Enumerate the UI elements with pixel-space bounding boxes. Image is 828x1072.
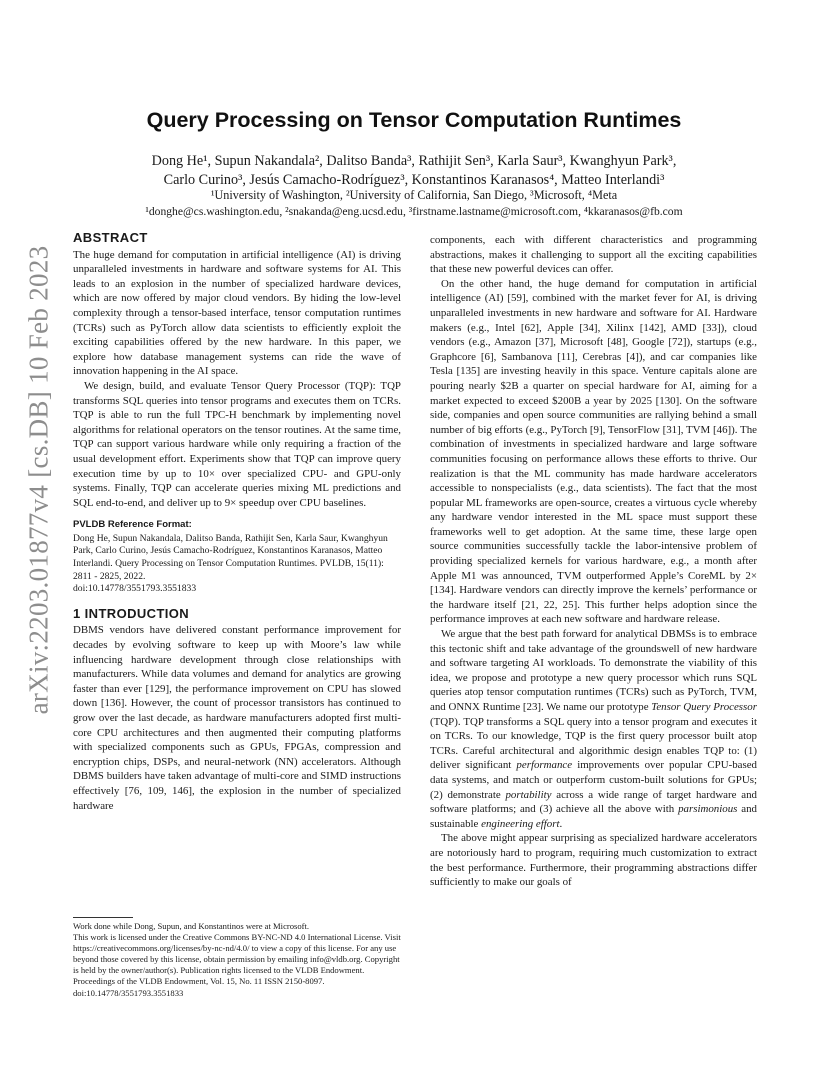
abstract-heading: ABSTRACT — [73, 230, 148, 245]
footnote-rule — [73, 917, 133, 918]
right-paragraph-4: The above might appear surprising as specialized hardware accelerators are notoriously hard to program, requiring much customization to extract the best performance. Furthermore, their programming abstractions differ sufficiently to make our goals of — [430, 832, 757, 889]
arxiv-identifier: arXiv:2203.01877v4 [cs.DB] 10 Feb 2023 — [23, 245, 54, 715]
footnote-proceedings: Proceedings of the VLDB Endowment, Vol. 15, No. 11 ISSN 2150-8097. — [73, 976, 325, 987]
affiliations: ¹University of Washington, ²University of California, San Diego, ³Microsoft, ⁴Meta — [210, 188, 618, 202]
authors-line-2: Carlo Curino³, Jesús Camacho-Rodríguez³, Konstantinos Karanasos⁴, Matteo Interlandi³ — [163, 172, 665, 188]
right-paragraph-2: On the other hand, the huge demand for computation in artificial intelligence (AI) [59], combined with the market fever for AI, is driving unparalleled investments in new hardware and software for AI. Hardware makers (e.g., Intel [62], Apple [34], Xilinx [142], AMD [33]), cloud vendors (e.g., Amazon [37], Microsoft [48], Google [72]), startups (e.g., Graphcore [6], Sambanova [11], Cerebras [4]), and car companies like Tesla [135] are investing heavily in this space. Venture capitals alone are pouring nearly $2B a quarter on special hardware for AI, aiming for a market expected to exceed $200B a year by 2025 [130]. On the software side, companies and open source communities are rallying behind a small number of big efforts (e.g., PyTorch [9], TensorFlow [31], TVM [46]). The combination of investments in specialized hardware and large software communities focusing on performance allows these efforts to thrive. Our realization is that the ML community has made hardware accelerators accessible to nonspecialists (e.g., data scientists). The fact that the most popular ML frameworks are open-source, creates a virtuous cycle whereby any hardware vendor interested in the ML space must support these frameworks well to get adoption. At the same time, these large open source communities successfully tackle the labor-intensive problem of providing specialized kernels for various hardware, e.g., a month after Apple M1 was announced, TVM outperformed Apple’s CoreML by 2× [134]. Hardware vendors can directly improve the kernels’ performance or the hardware itself [21, 22, 25]. This further helps adoption since the performance improves at each new software and hardware release. — [430, 277, 757, 626]
paper-title: Query Processing on Tensor Computation Runtimes — [146, 108, 682, 132]
authors-line-1: Dong He¹, Supun Nakandala², Dalitso Banda³, Rathijit Sen³, Karla Saur³, Kwanghyun Park³, — [151, 153, 677, 169]
arxiv-sidebar — [14, 200, 64, 760]
introduction-heading: 1 INTRODUCTION — [73, 605, 190, 621]
abstract-paragraph-2: We design, build, and evaluate Tensor Query Processor (TQP): TQP transforms SQL queries into tensor programs and executes them on TCRs. TQP is able to run the full TPC-H benchmark by implementing novel algorithms for relational operators on the tensor routines. At the same time, TQP can support various hardware while only requiring a fraction of the usual development effort. Experiments show that TQP can improve query execution time by up to 10× over specialized CPU- and GPU-only systems. Finally, TQP can accelerate queries mixing ML predictions and SQL end-to-end, and deliver up to 9× speedup over CPU baselines. — [73, 379, 401, 509]
abstract-paragraph-1: The huge demand for computation in artificial intelligence (AI) is driving unparalleled investments in hardware and software systems for AI. This leads to an explosion in the number of specialized hardware devices, which are now offered by major cloud vendors. By hiding the low-level complexity through a tensor-based interface, tensor computation runtimes (TCRs) such as PyTorch allow data scientists to efficiently exploit the exciting capabilities offered by the new hardware. In this paper, we explore how database management systems can ride the wave of innovation happening in the AI space. — [73, 248, 401, 378]
right-column — [430, 233, 757, 890]
footnote-work-done: Work done while Dong, Supun, and Konstantinos were at Microsoft. — [73, 921, 310, 931]
reference-format-doi: doi:10.14778/3551793.3551833 — [73, 583, 197, 595]
introduction-paragraph-1: DBMS vendors have delivered constant performance improvement for decades by evolving software to keep up with Moore’s law while influencing hardware development through close relationships with manufacturers. While data volumes and demand for analytics are growing faster than ever [129], the performance improvement on CPU has slowed down [136]. However, the count of processor transistors has continued to grow over the last decade, as hardware manufacturers adopted first multi-core CPU architectures and then augmented their computing platforms with specialized components such as GPUs, FPGAs, compression and encryption chips, DSPs, and neural-network (NN) accelerators. Although DBMS builders have taken advantage of multi-core and SIMD instructions effectively [76, 109, 146], the explosion in the number of specialized hardware — [73, 624, 401, 812]
reference-format-heading: PVLDB Reference Format: — [73, 519, 192, 531]
footnotes — [73, 917, 401, 999]
left-column — [73, 231, 401, 813]
right-paragraph-3: We argue that the best path forward for analytical DBMSs is to embrace this tectonic shift and take advantage of the groundswell of new hardware and software targeting AI workloads. To demonstrate the viability of this idea, we propose and prototype a new query processor which runs SQL queries atop tensor computation runtimes (TCRs) such as PyTorch, TVM, and ONNX Runtime [23]. We name our prototype Tensor Query Processor (TQP). TQP transforms a SQL query into a tensor program and executes it on TCRs. To our knowledge, TQP is the first query processor built atop TCRs. Careful architectural and algorithmic design enables TQP to: (1) deliver significant performance improvements over popular CPU-based data systems, and match or outperform custom-built solutions for GPUs; (2) demonstrate portability across a wide range of target hardware and software platforms; and (3) achieve all the above with parsimonious and sustainable engineering effort. — [430, 628, 758, 830]
author-emails: ¹donghe@cs.washington.edu, ²snakanda@eng.ucsd.edu, ³firstname.lastname@microsoft.com, ⁴kkaranasos@fb.com — [145, 205, 683, 218]
tqp-name-italic: Tensor Query Processor — [651, 701, 757, 713]
reference-format-text: Dong He, Supun Nakandala, Dalitso Banda, Rathijit Sen, Karla Saur, Kwanghyun Park, Carlo Curino, Jesús Camacho-Rodríguez, Konstantinos Karanasos, Matteo Interlandi. Query Processing on Tensor Computation Runtimes. PVLDB, 15(11): 2811 - 2825, 2022. — [73, 532, 388, 582]
right-paragraph-1: components, each with different characteristics and programming abstractions, makes it challenging to support all the exciting capabilities that these new powerful devices can offer. — [430, 234, 757, 276]
footnote-doi: doi:10.14778/3551793.3551833 — [73, 987, 184, 998]
footnote-license: This work is licensed under the Creative Commons BY-NC-ND 4.0 International License. Visit https://creativecommons.org/licenses/by-nc-nd/4.0/ to view a copy of this license. For any use beyond those covered by this license, obtain permission by emailing info@vldb.org. Copyright is held by the owner/author(s). Publication rights licensed to the VLDB Endowment. — [73, 932, 401, 976]
